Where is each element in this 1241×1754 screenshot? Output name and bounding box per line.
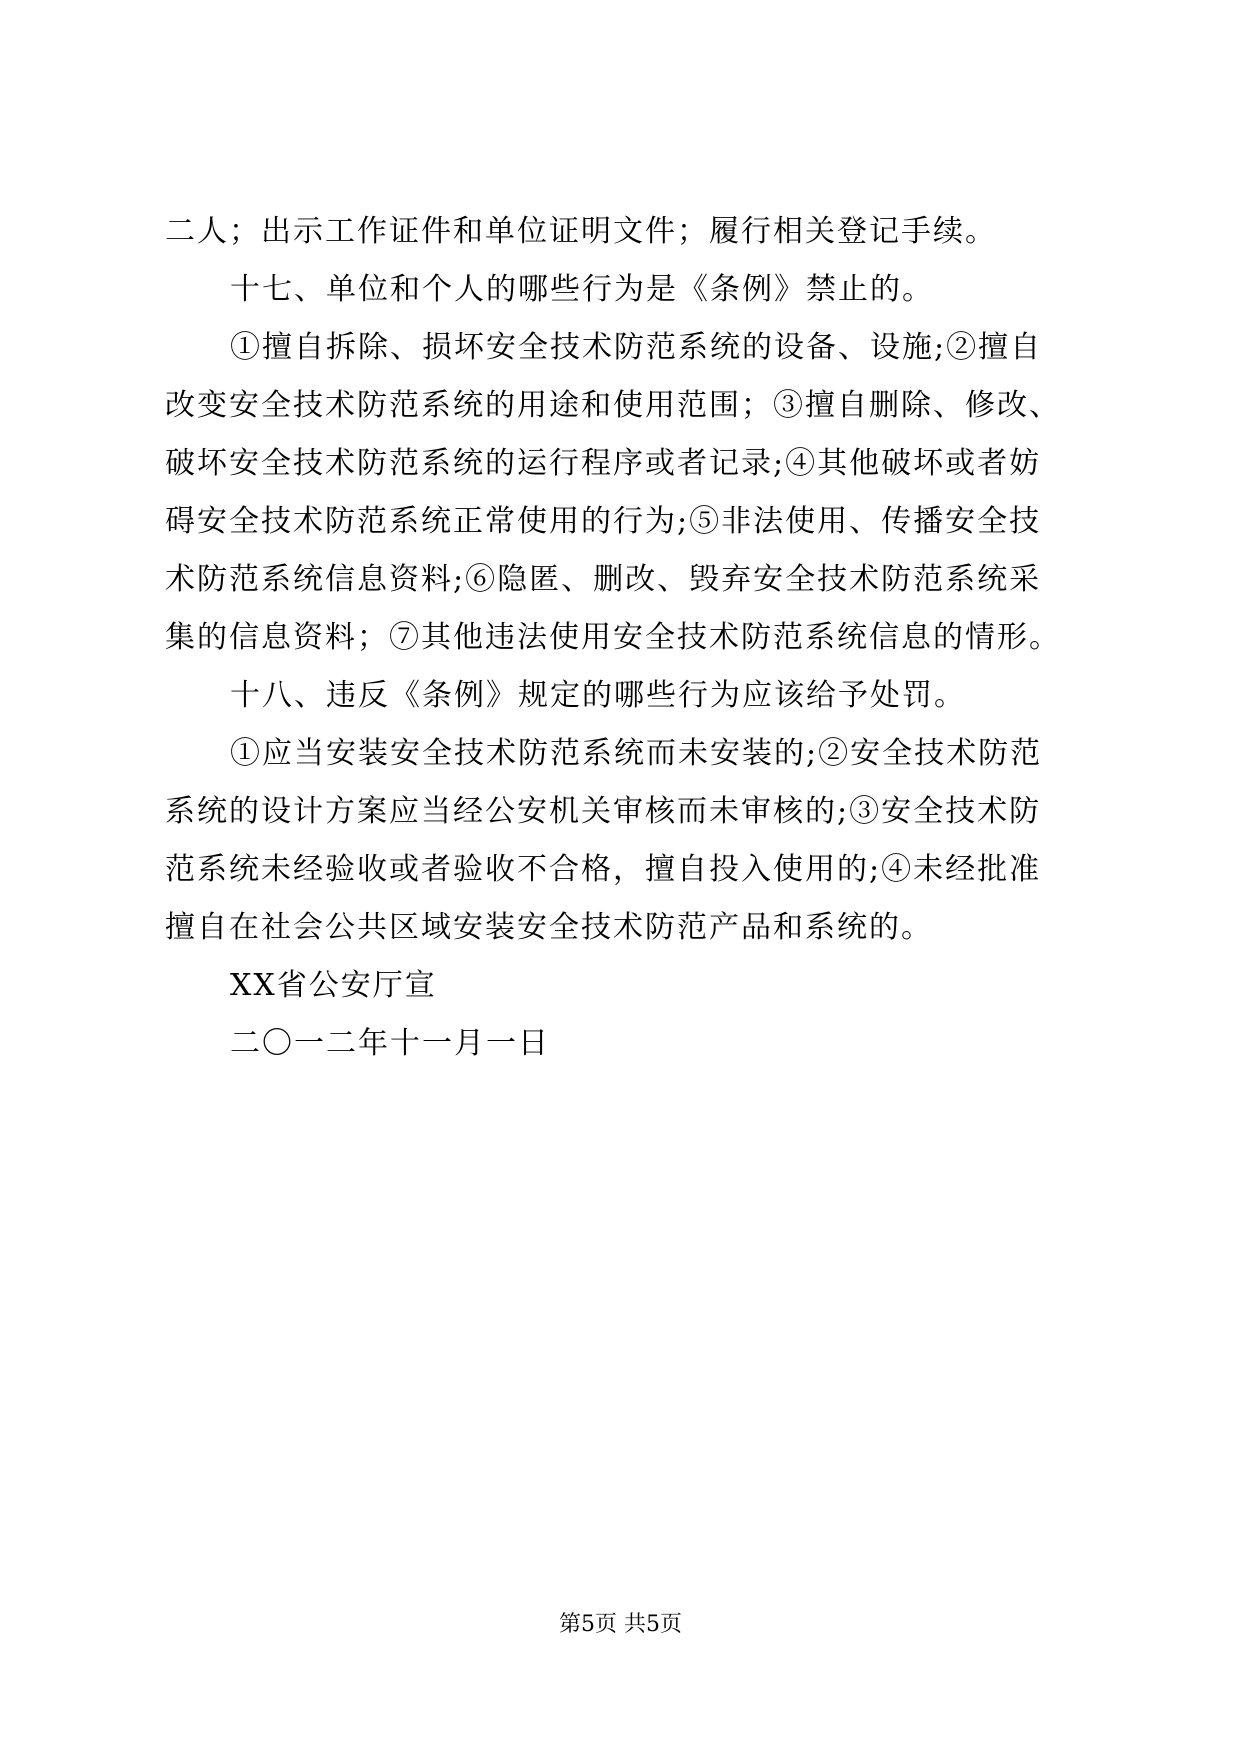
body-line-7: 术防范系统信息资料;⑥隐匿、删改、毁弃安全技术防范系统采 <box>165 562 1042 597</box>
signature-issuer: XX省公安厅宣 <box>230 968 437 1003</box>
body-line-5: 破坏安全技术防范系统的运行程序或者记录;④其他破坏或者妨 <box>165 446 1042 481</box>
signature-date: 二〇一二年十一月一日 <box>230 1026 550 1061</box>
body-line-3: ①擅自拆除、损坏安全技术防范系统的设备、设施;②擅自 <box>230 330 1043 365</box>
page-number-footer: 第5页 共5页 <box>559 1612 682 1637</box>
body-line-10: ①应当安装安全技术防范系统而未安装的;②安全技术防范 <box>230 736 1043 771</box>
body-line-8: 集的信息资料；⑦其他违法使用安全技术防范系统信息的情形。 <box>165 620 1061 655</box>
body-line-11: 系统的设计方案应当经公安机关审核而未审核的;③安全技术防 <box>165 794 1042 829</box>
body-line-6: 碍安全技术防范系统正常使用的行为;⑤非法使用、传播安全技 <box>165 504 1042 539</box>
body-line-13: 擅自在社会公共区域安装安全技术防范产品和系统的。 <box>165 910 933 945</box>
body-line-1: 二人；出示工作证件和单位证明文件；履行相关登记手续。 <box>165 214 997 249</box>
body-line-12: 范系统未经验收或者验收不合格，擅自投入使用的;④未经批准 <box>165 852 1042 887</box>
section-heading-18: 十八、违反《条例》规定的哪些行为应该给予处罚。 <box>230 678 966 713</box>
section-heading-17: 十七、单位和个人的哪些行为是《条例》禁止的。 <box>230 272 934 307</box>
body-line-4: 改变安全技术防范系统的用途和使用范围；③擅自删除、修改、 <box>165 388 1061 423</box>
